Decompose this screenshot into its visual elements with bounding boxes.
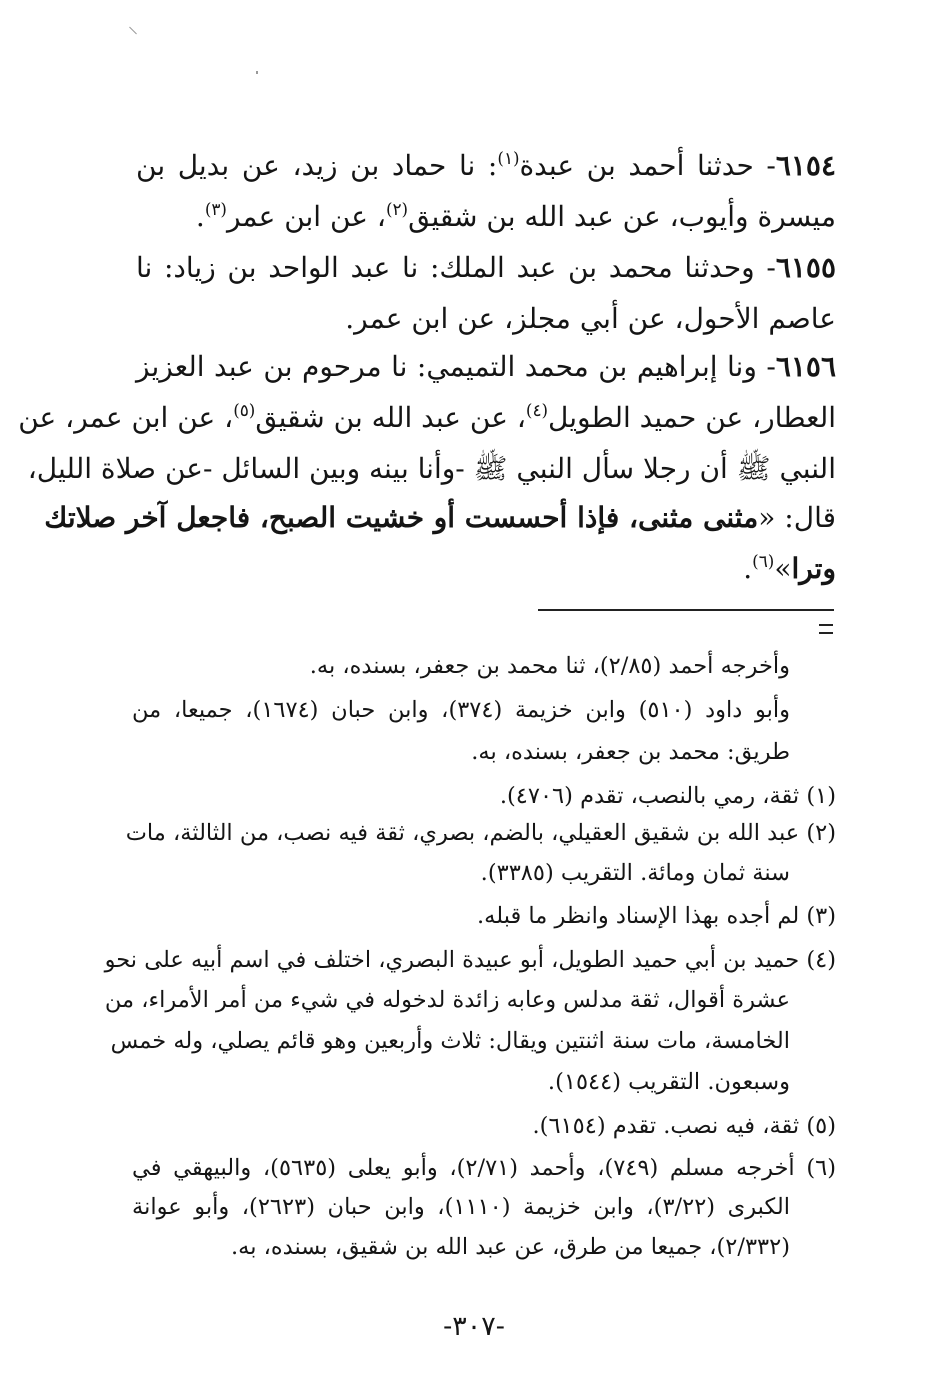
hadith-6155-line-2: [345, 302, 836, 335]
hadith-text: ميسرة وأيوب، عن عبد الله بن شقيق: [408, 200, 836, 233]
footnote-text: سنة ثمان ومائة. التقريب (٣٣٨٥).: [480, 860, 790, 886]
footnote-text: عشرة أقوال، ثقة مدلس وعابه زائدة لدخوله في شيء من أمر الأمراء، من: [104, 987, 790, 1013]
footnote-4-continuation: [104, 987, 790, 1013]
footnote-5: [533, 1115, 836, 1138]
hadith-number: ٦١٥٥: [775, 251, 836, 284]
hadith-6156-line-1: [136, 350, 836, 383]
hadith-text: .: [743, 552, 753, 585]
hadith-6156-line-4: [44, 501, 836, 534]
hadith-text: .: [195, 200, 205, 233]
footnote-ref: (٥): [233, 400, 256, 421]
hadith-text: - ونا إبراهيم بن محمد التميمي: نا مرحوم بن عبد العزيز: [136, 350, 776, 383]
footnote-2: [125, 820, 836, 846]
footnote-ref: (٢): [385, 199, 409, 220]
footnote-divider: [538, 609, 834, 611]
footnote-ref: (١): [497, 148, 520, 169]
hadith-text: ، عن ابن عمر: [226, 200, 386, 233]
footnote-text: (٤) حميد بن أبي حميد الطويل، أبو عبيدة البصري، اختلف في اسم أبيه على نحو: [104, 947, 836, 973]
continuation-mark: [819, 624, 833, 634]
scan-speck: [129, 27, 137, 35]
footnote-ref: (٤): [525, 400, 549, 421]
footnote-text: (٢) عبد الله بن شقيق العقيلي، بالضم، بصري، ثقة فيه نصب، من الثالثة، مات: [125, 820, 836, 846]
scan-speck: [256, 71, 258, 74]
footnote-6-continuation: [231, 1236, 790, 1259]
footnote-text: وسبعون. التقريب (١٥٤٤).: [547, 1069, 790, 1095]
footnote-text: (١) ثقة، رمي بالنصب، تقدم (٤٧٠٦).: [499, 783, 836, 809]
footnote-text: (٥) ثقة، فيه نصب. تقدم (٦١٥٤).: [532, 1113, 836, 1139]
hadith-text: ، عن عبد الله بن شقيق: [255, 401, 526, 434]
footnote-text: وأخرجه أحمد (٢/٨٥)، ثنا محمد بن جعفر، بسنده، به.: [309, 653, 790, 679]
footnote-continuation-line: [310, 655, 790, 678]
hadith-text: العطار، عن حميد الطويل: [548, 401, 836, 434]
hadith-text: قال: «: [758, 501, 836, 534]
hadith-6156-line-2: [18, 400, 836, 434]
hadith-text: »: [774, 552, 792, 585]
hadith-text: ، عن ابن عمر، عن: [18, 401, 234, 434]
footnote-ref: (٣): [204, 199, 227, 220]
footnote-4-continuation: [548, 1071, 790, 1094]
hadith-number: ٦١٥٤: [775, 149, 836, 182]
hadith-6156-line-3: [27, 452, 836, 485]
footnote-text: الكبرى (٣/٢٢)، وابن خزيمة (١١١٠)، وابن حبان (٢٦٢٣)، وأبو عوانة: [132, 1194, 791, 1220]
prophetic-saying: وترا: [791, 552, 836, 585]
hadith-text: عاصم الأحول، عن أبي مجلز، عن ابن عمر.: [345, 302, 836, 335]
hadith-text: - وحدثنا محمد بن عبد الملك: نا عبد الواحد بن زياد: نا: [136, 251, 776, 284]
footnote-continuation-line: [132, 699, 790, 722]
footnote-text: الخامسة، مات سنة اثنتين ويقال: ثلاث وأربعين وهو قائم يصلي، وله خمس: [110, 1028, 790, 1054]
hadith-text: : نا حماد بن زيد، عن بديل بن: [136, 149, 498, 182]
footnote-continuation-line: [471, 741, 790, 764]
footnote-4: [104, 947, 836, 973]
footnote-2-continuation: [481, 862, 790, 885]
footnote-text: طريق: محمد بن جعفر، بسنده، به.: [471, 739, 790, 765]
footnote-text: (٢/٣٣٢)، جميعا من طرق، عن عبد الله بن شقيق، بسنده، به.: [231, 1234, 790, 1260]
hadith-number: ٦١٥٦: [775, 350, 836, 383]
hadith-6156-line-5: [743, 551, 836, 585]
page-number: -٣٠٧-: [443, 1311, 505, 1342]
footnote-text: (٣) لم أجده بهذا الإسناد وانظر ما قبله.: [477, 903, 836, 929]
footnote-1: [500, 785, 836, 808]
hadith-text: - حدثنا أحمد بن عبدة: [519, 149, 776, 182]
prophetic-saying: مثنى مثنى، فإذا أحسست أو خشيت الصبح، فاجعل آخر صلاتك: [44, 501, 759, 534]
hadith-6154-line-2: [195, 199, 836, 233]
hadith-text: النبي ﷺ أن رجلا سأل النبي ﷺ -وأنا بينه وبين السائل -عن صلاة الليل،: [27, 452, 836, 485]
footnote-ref: (٦): [752, 551, 775, 572]
footnote-3: [477, 905, 836, 928]
hadith-6155-line-1: [136, 251, 836, 284]
footnote-text: وأبو داود (٥١٠) وابن خزيمة (٣٧٤)، وابن حبان (١٦٧٤)، جميعا، من: [132, 697, 790, 723]
footnote-text: (٦) أخرجه مسلم (٧٤٩)، وأحمد (٢/٧١)، وأبو يعلى (٥٦٣٥)، والبيهقي في: [132, 1155, 836, 1181]
footnote-6-continuation: [132, 1196, 790, 1219]
footnote-4-continuation: [110, 1028, 790, 1054]
footnote-6: [132, 1157, 836, 1180]
hadith-6154-line-1: [136, 148, 836, 182]
